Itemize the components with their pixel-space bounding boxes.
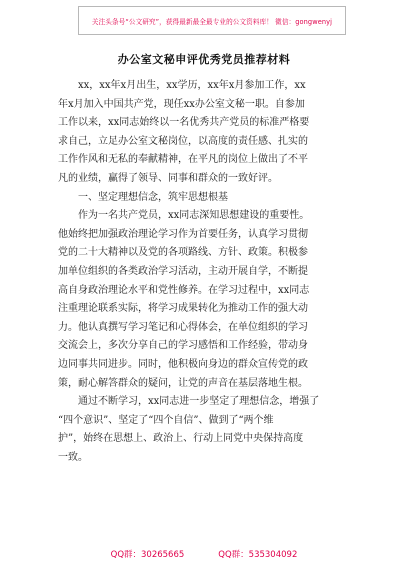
body-line: 策，耐心解答群众的疑问，让党的声音在基层落地生根。 (58, 377, 308, 389)
body-line: 作为一名共产党员，xx同志深知思想建设的重要性。 (78, 210, 310, 222)
body-line: 求自己，立足办公室文秘岗位，以高度的责任感、扎实的 (58, 135, 308, 147)
document-body (58, 77, 352, 467)
body-line: 他始终把加强政治理论学习作为首要任务，认真学习贯彻 (58, 228, 308, 240)
footer-qq-group-2: QQ群：535304092 (218, 550, 298, 560)
body-line: 高自身政治理论水平和党性修养。在学习过程中，xx同志 (58, 284, 310, 296)
body-line: 通过不断学习，xx同志进一步坚定了理想信念，增强了 (78, 396, 320, 408)
body-line: 加单位组织的各类政治学习活动，主动开展自学，不断提 (58, 265, 308, 277)
body-line: “四个意识”、坚定了“四个自信”、做到了“两个维 (58, 414, 274, 426)
body-line: 注重理论联系实际，将学习成果转化为推动工作的强大动 (58, 303, 308, 315)
body-line: 工作以来，xx同志始终以一名优秀共产党员的标准严格要 (58, 117, 310, 129)
banner-text: 关注头条号“公文研究”，获得最新最全最专业的公文资料库！ 微信：gongwenyj (91, 17, 333, 26)
header-banner (78, 6, 346, 35)
body-line: xx，xx年x月出生，xx学历，xx年x月参加工作，xx (78, 80, 306, 91)
body-line: 力。他认真撰写学习笔记和心得体会，在单位组织的学习 (58, 321, 308, 333)
body-line: 凡的业绩，赢得了领导、同事和群众的一致好评。 (58, 172, 278, 184)
body-line: 党的二十大精神以及党的各项路线、方针、政策。积极参 (58, 247, 308, 259)
body-line: 护”，始终在思想上、政治上、行动上同党中央保持高度 (58, 433, 304, 445)
body-line: 交流会上，多次分享自己的学习感悟和工作经验，带动身 (58, 340, 308, 352)
body-line: 边同事共同进步。同时，他积极向身边的群众宣传党的政 (58, 358, 308, 370)
footer-qq-group-1: QQ群：30265665 (110, 550, 185, 560)
section-heading: 一、坚定理想信念，筑牢思想根基 (78, 191, 228, 203)
body-line: 年x月加入中国共产党，现任xx办公室文秘一职。自参加 (58, 98, 305, 110)
document-title: 办公室文秘申评优秀党员推荐材料 (117, 53, 291, 66)
body-line: 工作作风和无私的奉献精神，在平凡的岗位上做出了不平 (58, 154, 308, 166)
footer (0, 548, 408, 560)
body-line: 一致。 (58, 451, 88, 463)
